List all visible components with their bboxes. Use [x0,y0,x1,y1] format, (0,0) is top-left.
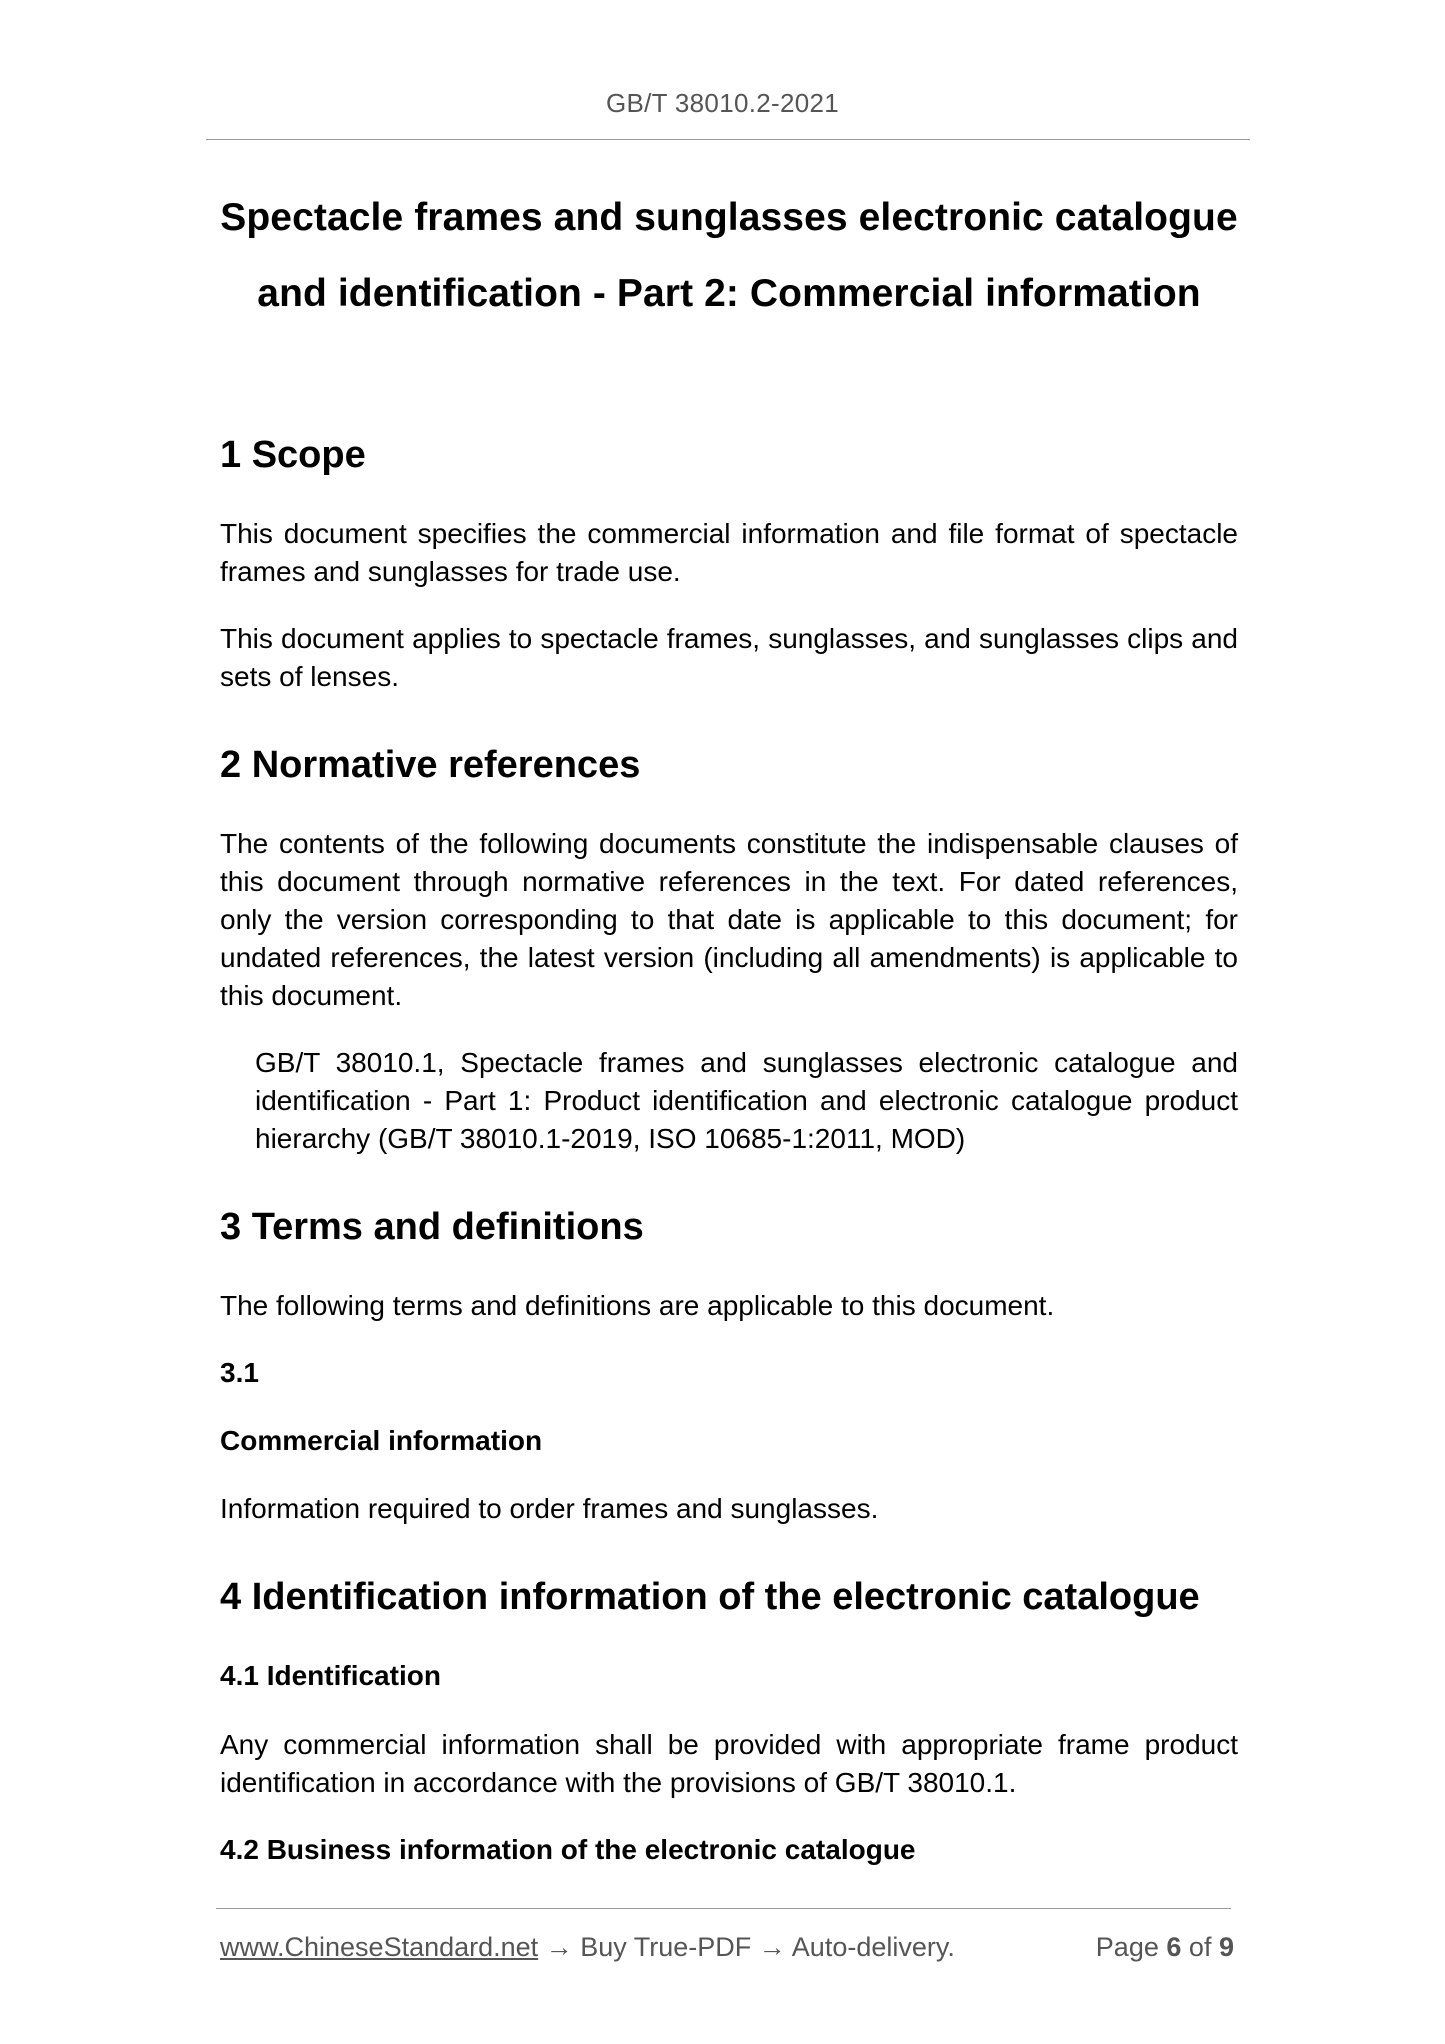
page-header: GB/T 38010.2-2021 [605,88,839,118]
subsection-heading-business-information: 4.2 Business information of the electronic catalogue [220,1834,916,1865]
header-divider [206,139,1250,140]
document-title-line-1: Spectacle frames and sunglasses electronic catalogue [220,196,1238,239]
site-link[interactable]: www.ChineseStandard.net [220,1932,539,1962]
page-content [220,180,1238,1868]
scope-paragraph-1: This document specifies the commercial information and file format of spectacle frames and sunglasses for trade use. [220,518,1238,587]
footer-divider [216,1908,1231,1909]
arrow-right-icon: → [758,1932,786,1962]
page-current: 6 [1166,1932,1182,1962]
page-number [1096,1930,1234,1964]
buy-true-pdf-text: Buy True-PDF [580,1932,752,1962]
auto-delivery-text: Auto-delivery. [791,1932,955,1962]
page-total: 9 [1218,1932,1234,1962]
arrow-right-icon: → [545,1932,573,1962]
section-heading-terms-definitions: 3 Terms and definitions [220,1206,644,1248]
normative-references-paragraph: The contents of the following documents constitute the indispensable clauses of this document through normative references in the text. For dated references, only the version corresponding to that date is applicable to this document; for undated references, the latest version (including all amendments) is applicable to this document. [220,828,1238,1011]
scope-paragraph-2: This document applies to spectacle frames, sunglasses, and sunglasses clips and sets of lenses. [220,623,1238,692]
identification-paragraph: Any commercial information shall be provided with appropriate frame product identification in accordance with the provisions of GB/T 38010.1. [220,1729,1238,1798]
page-label: Page [1095,1932,1159,1962]
normative-reference-item: GB/T 38010.1, Spectacle frames and sunglasses electronic catalogue and identification - Part 1: Product identification and electronic catalogue product hierarchy (GB/T 38010.1-2019, ISO 10685-1:2011, MOD) [255,1047,1238,1154]
term-definition: Information required to order frames and sunglasses. [220,1493,879,1524]
document-title-line-2: and identification - Part 2: Commercial information [257,272,1201,315]
document-title [220,180,1238,332]
terms-intro-paragraph: The following terms and definitions are applicable to this document. [220,1290,1055,1321]
subsection-heading-identification: 4.1 Identification [220,1660,441,1691]
term-number: 3.1 [220,1357,259,1388]
page-of-label: of [1188,1932,1212,1962]
section-heading-identification: 4 Identification information of the electronic catalogue [220,1576,1200,1618]
footer-promo [220,1930,955,1964]
section-heading-normative-references: 2 Normative references [220,744,641,786]
section-heading-scope: 1 Scope [220,434,366,476]
term-name: Commercial information [220,1425,543,1456]
